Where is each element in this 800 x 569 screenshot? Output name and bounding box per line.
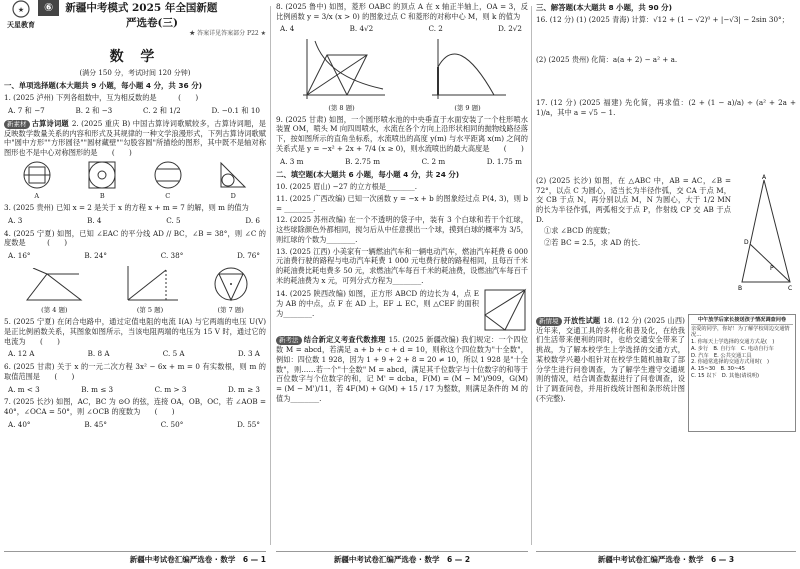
options-7 [4, 419, 266, 431]
paper-number-badge: ⑥ [38, 0, 59, 16]
option[interactable]: D. 55° [237, 419, 260, 429]
exam-meta: (满分 150 分，考试时间 120 分钟) [79, 68, 191, 77]
option[interactable]: D. 1.75 m [486, 156, 522, 166]
circle-chord-icon [153, 160, 183, 190]
options-1 [4, 105, 266, 117]
option[interactable]: C. 50° [160, 419, 184, 429]
question-3: 3. (2025 贵州) 已知 x = 2 是关于 x 的方程 x + m = 7 的解，则 m 的值为 [4, 203, 249, 213]
circle-square-icon [22, 160, 52, 190]
options-3 [4, 215, 266, 227]
svg-text:A: A [761, 173, 767, 181]
question-geometry-part2[interactable]: ②若 BC = 2.5，求 AD 的长. [544, 238, 641, 248]
option[interactable]: C. 38° [160, 251, 184, 261]
survey-card [688, 314, 796, 432]
figure-q4: (第 4 题) [19, 268, 89, 315]
question-4: 4. (2025 宁夏) 如图，已知 ∠EAC 的平分线 AD // BC，∠B = 38°，则 ∠C 的度数是 ( ) [4, 228, 266, 248]
option[interactable]: D. 3 A [237, 349, 260, 359]
option[interactable]: A. m < 3 [8, 384, 40, 394]
question-6: 6. (2025 甘肃) 关于 x 的一元二次方程 3x² − 6x + m = 0 有实数根，则 m 的取值范围是 ( ) [4, 362, 266, 381]
svg-text:P: P [770, 264, 774, 272]
options-6 [4, 384, 266, 396]
line-graph-icon [120, 264, 180, 304]
page-footer-3: 新疆中考试卷汇编严选卷 · 数学 6 — 3 [536, 551, 796, 565]
answer-reference: ★ 答案详见答案部分 P22 ★ [189, 30, 266, 38]
option[interactable]: C. m > 3 [154, 384, 187, 394]
figure-c: C [153, 160, 183, 201]
figure-q9: (第 9 题) [428, 37, 508, 112]
question-16[interactable]: 16. (12 分) (1) (2025 青海) 计算：√12 + (1 − √2)⁰ + |−√3| − 2sin 30°； [536, 14, 789, 24]
option[interactable]: B. 4√2 [349, 24, 374, 34]
svg-text:C: C [788, 284, 793, 292]
svg-text:B: B [738, 284, 743, 292]
survey-line: D. 汽车 E. 公共交通工具 [691, 352, 752, 359]
question-16-part2[interactable]: (2) (2025 贵州) 化简：a(a + 2) − a² + a. [536, 54, 678, 64]
question-14[interactable]: 14. (2025 陕西改编) 如图，正方形 ABCD 的边长为 4，点 E 为 AB 的中点，点 F 在 AD 上，EF ⊥ EC，则 △CEF 的面积为________. [276, 289, 479, 318]
triangle-figure-icon [19, 268, 89, 304]
question-15[interactable]: 新考法 结合新定义考查代数推理 15. (2025 新疆改编) 我们规定：一个四位数 M = abcd，若满足 a + b + c + d = 10，则称这个四位数为"十全数"，例如：四位数 1 928，因为 1 + 9 + 2 + 8 = 20 ≠ 10，所以 1 928 是"十全数"，则……若一个"十全数" M = abcd，满足其千位数字与十位数字的和等于百位数字与个位数字的和，记 M' = dcba，F(M) = (M − M')/909，G(M) = (M − M')/11，若 4F(M) + G(M) + 15 / 17 为整数，则满足条件的 M 的值为________. [276, 335, 528, 403]
option[interactable]: D. 2√2 [498, 24, 522, 34]
figure-q8: (第 8 题) [297, 37, 387, 112]
survey-line: A. 15~30 B. 30~45 [691, 366, 745, 373]
question-geometry[interactable]: (2) (2025 长沙) 如图，在 △ABC 中，AB = AC，∠B = 72°，以点 C 为圆心，适当长为半径作弧，交 CA 于点 M，交 CB 于点 N，再分别以点 M，N 为圆心，大于 1/2 MN 的长为半径作弧，两弧相交于点 P，作射线 CP 交 AB 于点 D. [536, 175, 731, 224]
question-9: 9. (2025 甘肃) 如图，一个圆形喷水池的中央垂直于水面安装了一个柱形喷水装置 OM，喷头 M 向四周喷水，水流在各个方向上沿形状相同的抛物线路径落下，按如图所示的直角坐标系，水流喷出的高度 y(m) 与水平距离 x(m) 之间的关系式是 y = −x² + 2x + 7/4 (x ≥ 0)，则水流喷出的最大高度是 ( ) [276, 114, 528, 153]
option[interactable]: B. 2 和 −3 [75, 106, 113, 116]
option[interactable]: A. 40° [8, 419, 31, 429]
svg-text:★: ★ [17, 6, 25, 14]
figure-b: B [87, 160, 117, 201]
square-circle-icon [87, 160, 117, 190]
tag-name: 开放性试题 [563, 315, 601, 325]
tag-name: 结合新定义考查代数推理 [303, 335, 386, 345]
figure-q5: (第 5 题) [120, 264, 180, 315]
figure-d: D [218, 160, 248, 201]
logo-text: 天星教育 [7, 20, 35, 29]
option[interactable]: D. m ≥ 3 [227, 384, 260, 394]
q8-9-figures [276, 37, 528, 112]
tag-name: 古算诗词题 [31, 118, 69, 128]
options-9 [276, 156, 528, 168]
option[interactable]: C. 5 [166, 215, 181, 225]
option[interactable]: D. 76° [237, 251, 260, 261]
option[interactable]: B. 4 [87, 215, 102, 225]
new-context-tag: 新情境 [536, 317, 562, 326]
figure-q7: (第 7 题) [211, 264, 251, 315]
exam-title-line2: 严选卷(三) [126, 17, 178, 29]
option[interactable]: A. 12 A [8, 349, 35, 359]
option[interactable]: B. m ≤ 3 [81, 384, 114, 394]
exam-header [4, 0, 266, 44]
option[interactable]: A. 7 和 −7 [8, 106, 45, 116]
page-footer-1: 新疆中考试卷汇编严选卷 · 数学 6 — 1 [4, 551, 266, 565]
page-column-1 [4, 0, 266, 569]
parabola-graph-icon [428, 37, 508, 101]
question-7: 7. (2025 长沙) 如图，AC，BC 为 ⊙O 的弦，连接 OA，OB，OC，若 ∠AOB = 40°，∠OCA = 50°，则 ∠OCB 的度数为 ( ) [4, 397, 266, 416]
options-8 [276, 23, 528, 35]
svg-text:D: D [744, 238, 749, 246]
subject-title: 数 学 [109, 49, 161, 65]
option[interactable]: C. 2 m [421, 156, 446, 166]
page-column-3 [536, 0, 796, 569]
section-title: 一、单项选择题(本大题共 9 小题，每小题 4 分，共 36 分) [4, 81, 202, 91]
question-12[interactable]: 12. (2025 苏州改编) 在一个不透明的袋子中，装有 3 个白球和若干个红球，这些球除颜色外都相同，搅匀后从中任意摸出一个球，摸到白球的概率为 3/5，则红球的个数为________. [276, 215, 528, 244]
question-1: 1. (2025 泸州) 下列各组数中，互为相反数的是 ( ) [4, 93, 199, 103]
option[interactable]: B. 45° [84, 419, 107, 429]
q4-5-7-figures [4, 264, 266, 315]
survey-line: 2. 你通常选择的交通方式用时( ) [691, 359, 770, 366]
page-footer-2: 新疆中考试卷汇编严选卷 · 数学 6 — 2 [276, 551, 528, 565]
circle-figure-icon [211, 264, 251, 304]
option[interactable]: D. −0.1 和 10 [211, 106, 260, 116]
survey-line: 1. 你每天上学选择的交通方式是( ) [691, 339, 775, 346]
new-material-tag: 新素材 [4, 120, 30, 129]
square-figure-icon [482, 287, 528, 333]
question-13[interactable]: 13. (2025 江西) 小美家有一辆燃油汽车和一辆电动汽车，燃油汽车耗费 6 000 元油费行驶的路程与电动汽车耗费 1 000 元电费行驶的路程相同，且每百千米的耗油费比耗电费多 50 元，求燃油汽车每百千米的耗油费，设燃油汽车每百千米的耗油费为 x 元，可列分式方程为________. [276, 246, 528, 285]
option[interactable]: C. 5 A [162, 349, 185, 359]
survey-line: A. 步行 B. 自行车 C. 电动自行车 [691, 345, 774, 352]
question-17[interactable]: 17. (12 分) (2025 福建) 先化简，再求值：(2 + (1 − a)/a) ÷ (a² + 2a + 1)/a，其中 a = √5 − 1. [536, 98, 796, 118]
option[interactable]: D. 6 [245, 215, 260, 225]
options-4 [4, 250, 266, 262]
question-18[interactable]: 新情境 开放性试题 18. (12 分) (2025 山西) 近年来，交通工具的多样化和普及化，在给我们生活带来便利的同时，也给交通安全带来了挑战，为了解本校学生上学选择的交通方式，某校数学兴趣小组针对在校学生随机抽取了部分学生进行问卷调查，为了解学生遵守交通规则的情况，结合调查数据进行了问卷调查，设计了调查问卷，并用折线统计图和条形统计图(不完整). [536, 315, 685, 403]
rhombus-graph-icon [297, 37, 387, 101]
question-5: 5. (2025 宁夏) 在闭合电路中，通过定值电阻的电流 I(A) 与它两端的电压 U(V) 是正比例函数关系，其图象如图所示，当该电阻两端的电压为 15 V 时，通过它的电流为 ( ) [4, 317, 266, 346]
options-5 [4, 348, 266, 360]
option[interactable]: C. 2 [428, 24, 443, 34]
survey-card-title: 中午放学后家长接送孩子情况调查问卷 [691, 317, 793, 325]
option[interactable]: B. 24° [84, 251, 107, 261]
option[interactable]: A. 16° [8, 251, 31, 261]
star-logo-icon [10, 0, 32, 18]
figure-a: A [22, 160, 52, 201]
option[interactable]: C. 2 和 1/2 [143, 106, 181, 116]
new-method-tag: 新考法 [276, 336, 302, 345]
survey-line: 亲爱的同学，你好！为了解学校周边交通情况… [691, 325, 790, 339]
option[interactable]: B. 2.75 m [345, 156, 381, 166]
page-column-2 [276, 0, 528, 569]
option[interactable]: A. 4 [280, 24, 295, 34]
triangle-construction-icon [734, 174, 796, 294]
logo [4, 0, 38, 30]
q2-figures [4, 160, 266, 201]
section-title: 三、解答题(本大题共 8 小题，共 90 分) [536, 3, 672, 12]
survey-line: C. 15 以下 D. 其他(请说明) [691, 372, 760, 379]
triangle-circle-icon [218, 160, 248, 190]
option[interactable]: A. 3 m [280, 156, 304, 166]
question-10[interactable]: 10. (2025 眉山) −27 的立方根是________. [276, 182, 417, 192]
question-2: 新素材 古算诗词题 2. (2025 重庆 B) 中国古算诗词歌赋较多，古算诗词题，是反映数学数量关系的内容和形式及其规律的一种文学浪漫形式，下列古算诗词歌赋中"圆中方形""方形圆径""圆材藏壁""勾股容圆"所描绘的图形，其中既不是轴对称图形也不是中心对称图形的是 ( ) [4, 118, 266, 157]
exam-title-line1: 新疆中考模式 2025 年全国新题 [65, 1, 218, 14]
option[interactable]: A. 3 [8, 215, 23, 225]
question-11[interactable]: 11. (2025 广西改编) 已知一次函数 y = −x + b 的图象经过点 P(4, 3)，则 b = ________. [276, 193, 528, 213]
question-8: 8. (2025 鲁中) 如图，菱形 OABC 的顶点 A 在 x 轴正半轴上，OA = 3，反比例函数 y = 3/x (x > 0) 的图象过点 C 和菱形的对称中心 M，则 k 的值为 [276, 2, 528, 21]
option[interactable]: B. 8 A [87, 349, 110, 359]
section-title: 二、填空题(本大题共 6 小题，每小题 4 分，共 24 分) [276, 170, 460, 180]
question-geometry-part1[interactable]: ①求 ∠BCD 的度数； [544, 226, 615, 236]
